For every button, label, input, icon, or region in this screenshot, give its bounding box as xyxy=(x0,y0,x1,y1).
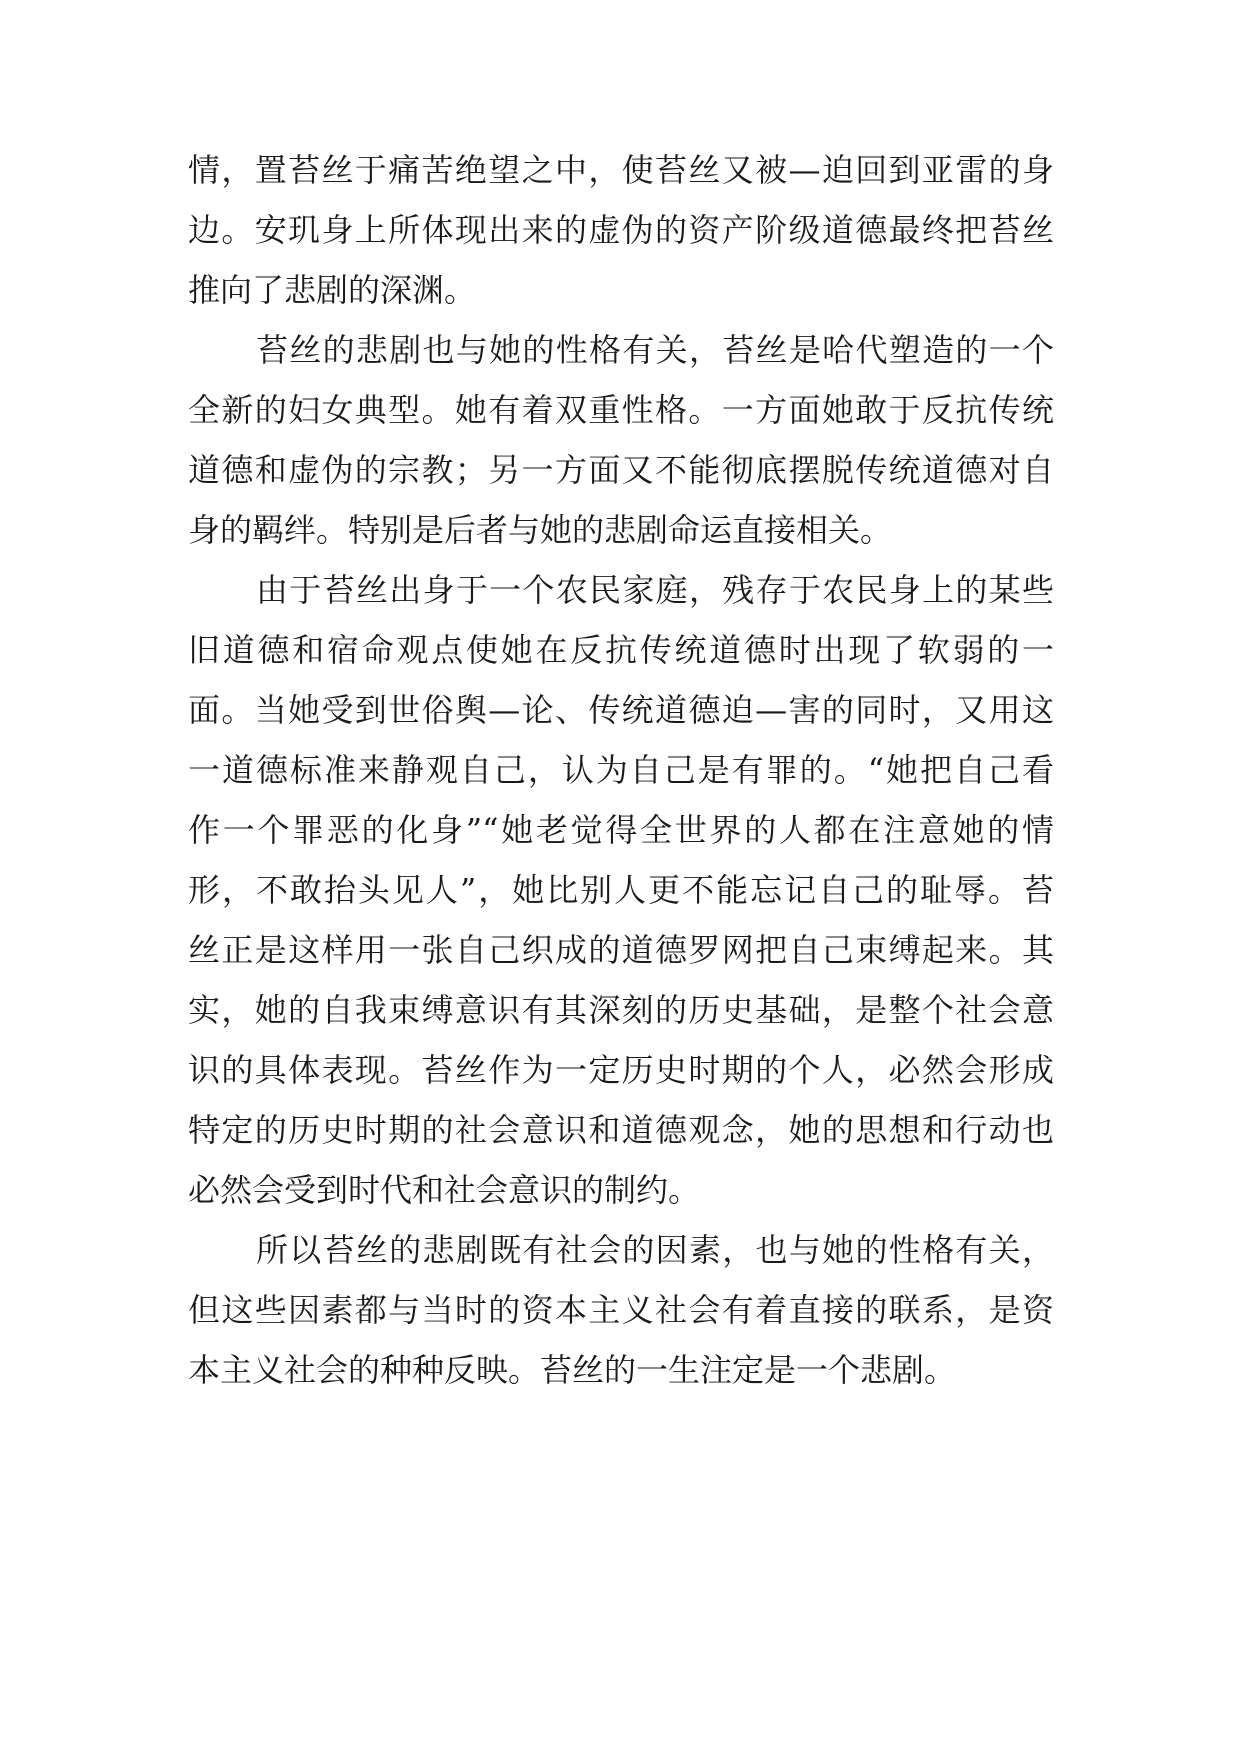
text-line: 旧道德和宿命观点使她在反抗传统道德时出现了软弱的一 xyxy=(188,631,1054,669)
text-line: 但这些因素都与当时的资本主义社会有着直接的联系，是资 xyxy=(188,1291,1054,1329)
text-line: 道德和虚伪的宗教；另一方面又不能彻底摆脱传统道德对自 xyxy=(188,451,1054,489)
text-line: 推向了悲剧的深渊。 xyxy=(188,271,477,309)
paragraph xyxy=(188,140,1054,320)
paragraph xyxy=(188,320,1054,560)
text-line: 特定的历史时期的社会意识和道德观念，她的思想和行动也 xyxy=(188,1111,1054,1149)
text-line: 情，置苔丝于痛苦绝望之中，使苔丝又被—迫回到亚雷的身 xyxy=(188,151,1054,189)
text-line: 本主义社会的种种反映。苔丝的一生注定是一个悲剧。 xyxy=(188,1351,957,1389)
paragraph xyxy=(188,560,1054,1220)
text-line: 所以苔丝的悲剧既有社会的因素，也与她的性格有关， xyxy=(256,1231,1054,1269)
text-line: 边。安玑身上所体现出来的虚伪的资产阶级道德最终把苔丝 xyxy=(188,211,1054,249)
text-line: 作一个罪恶的化身”“她老觉得全世界的人都在注意她的情 xyxy=(188,811,1054,849)
text-line: 必然会受到时代和社会意识的制约。 xyxy=(188,1171,701,1209)
text-line: 全新的妇女典型。她有着双重性格。一方面她敢于反抗传统 xyxy=(188,391,1054,429)
text-line: 身的羁绊。特别是后者与她的悲剧命运直接相关。 xyxy=(188,511,893,549)
text-line: 苔丝的悲剧也与她的性格有关，苔丝是哈代塑造的一个 xyxy=(256,331,1054,369)
text-line: 识的具体表现。苔丝作为一定历史时期的个人，必然会形成 xyxy=(188,1051,1054,1089)
text-line: 形，不敢抬头见人”，她比别人更不能忘记自己的耻辱。苔 xyxy=(188,871,1054,909)
text-line: 面。当她受到世俗舆—论、传统道德迫—害的同时，又用这 xyxy=(188,691,1054,729)
paragraph xyxy=(188,1220,1054,1400)
document-page xyxy=(188,140,1054,1400)
text-line: 一道德标准来静观自己，认为自己是有罪的。“她把自己看 xyxy=(188,751,1054,789)
text-line: 由于苔丝出身于一个农民家庭，残存于农民身上的某些 xyxy=(256,571,1054,609)
text-line: 实，她的自我束缚意识有其深刻的历史基础，是整个社会意 xyxy=(188,991,1054,1029)
text-line: 丝正是这样用一张自己织成的道德罗网把自己束缚起来。其 xyxy=(188,931,1054,969)
